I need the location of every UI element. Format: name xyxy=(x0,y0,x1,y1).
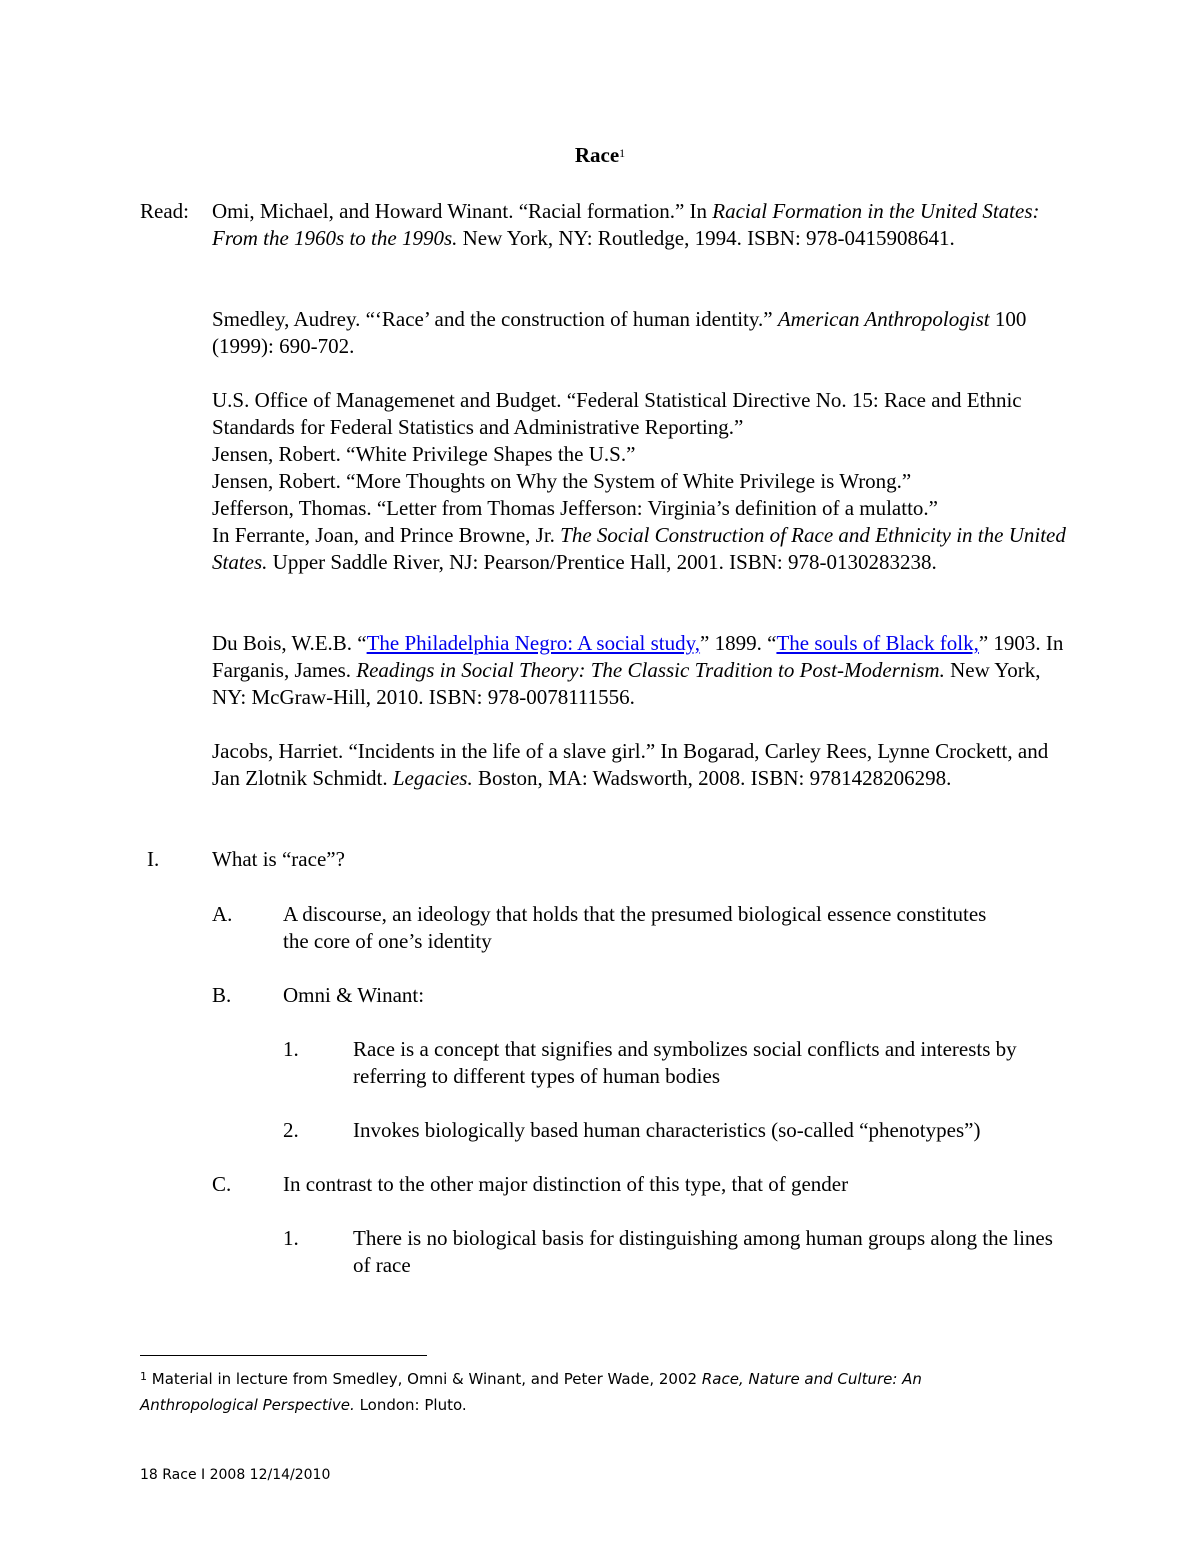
ref-text: Du Bois, W.E.B. “ xyxy=(212,631,367,655)
outline-label-c1: 1. xyxy=(283,1226,299,1250)
ref-text: ” 1899. “ xyxy=(700,631,777,655)
ref-title: Racial Formation in the United States: From the 1960s to the 1990s. xyxy=(212,199,1040,250)
reference-jacobs xyxy=(212,738,1072,792)
ref-text: Boston, MA: Wadsworth, 2008. ISBN: 9781428206298. xyxy=(472,766,952,790)
reference-smedley xyxy=(212,306,1072,360)
link-souls-of-black-folk[interactable]: The souls of Black folk, xyxy=(776,631,979,655)
outline-text-a: A discourse, an ideology that holds that the presumed biological essence constitutes the core of one’s identity xyxy=(283,902,987,953)
reference-dubois xyxy=(212,630,1072,711)
outline-label-c: C. xyxy=(212,1172,232,1196)
outline-label-i: I. xyxy=(147,847,160,871)
footnote-text: Material in lecture from Smedley, Omni & Winant, and Peter Wade, 2002 xyxy=(147,1370,702,1388)
reference-jensen-1: Jensen, Robert. “White Privilege Shapes the U.S.” xyxy=(212,442,636,466)
reference-omb: U.S. Office of Managemenet and Budget. “Federal Statistical Directive No. 15: Race and Ethnic Standards for Federal Statistics and Administrative Reporting.” xyxy=(212,388,1022,439)
outline-label-b2: 2. xyxy=(283,1118,299,1142)
reference-omb-group xyxy=(212,387,1072,576)
ref-text: Smedley, Audrey. “‘Race’ and the construction of human identity.” xyxy=(212,307,778,331)
ref-text: 100 (1999): 690-702. xyxy=(212,307,1027,358)
ref-text: ” 1903. In Farganis, James. xyxy=(212,631,1064,682)
outline-label-a: A. xyxy=(212,902,233,926)
footnote xyxy=(140,1366,1040,1418)
outline-text-c1: There is no biological basis for distinguishing among human groups along the lines of race xyxy=(353,1226,1053,1277)
ref-title: American Anthropologist xyxy=(777,307,990,331)
outline-text-c: In contrast to the other major distinction of this type, that of gender xyxy=(283,1172,849,1196)
reference-jensen-2: Jensen, Robert. “More Thoughts on Why the System of White Privilege is Wrong.” xyxy=(212,469,912,493)
ref-text: Upper Saddle River, NJ: Pearson/Prentice Hall, 2001. ISBN: 978-0130283238. xyxy=(267,550,937,574)
ref-text: New York, NY: Routledge, 1994. ISBN: 978-0415908641. xyxy=(457,226,955,250)
ref-title: Readings in Social Theory: The Classic Tradition to Post-Modernism. xyxy=(356,658,945,682)
outline-text-i: What is “race”? xyxy=(212,847,345,871)
outline-text-b1: Race is a concept that signifies and symbolizes social conflicts and interests by referring to different types of human bodies xyxy=(353,1037,1017,1088)
reference-jefferson: Jefferson, Thomas. “Letter from Thomas Jefferson: Virginia’s definition of a mulatto.” xyxy=(212,496,938,520)
reference-ferrante xyxy=(212,522,1072,576)
footnote-text: London: Pluto. xyxy=(354,1396,467,1414)
page-title xyxy=(0,142,1200,168)
outline-label-b1: 1. xyxy=(283,1037,299,1061)
footnote-divider xyxy=(140,1355,427,1356)
reference-omi xyxy=(212,198,1072,252)
title-text: Race xyxy=(574,143,620,167)
read-label: Read: xyxy=(140,199,189,223)
outline-label-b: B. xyxy=(212,983,232,1007)
ref-text: New York, NY: McGraw-Hill, 2010. ISBN: 978-0078111556. xyxy=(212,658,1041,709)
footnote-title: Race, Nature and Culture: An Anthropological Perspective. xyxy=(140,1370,922,1414)
page-footer: 18 Race I 2008 12/14/2010 xyxy=(140,1467,331,1483)
title-footnote-mark[interactable]: 1 xyxy=(619,146,626,160)
outline-text-b: Omni & Winant: xyxy=(283,983,425,1007)
link-philadelphia-negro[interactable]: The Philadelphia Negro: A social study, xyxy=(366,631,701,655)
ref-title: The Social Construction of Race and Ethnicity in the United States. xyxy=(212,523,1066,574)
ref-text: Jacobs, Harriet. “Incidents in the life of a slave girl.” In Bogarad, Carley Rees, Lynne Crockett, and Jan Zlotnik Schmidt. xyxy=(212,739,1049,790)
ref-title: Legacies. xyxy=(392,766,473,790)
ref-text: In Ferrante, Joan, and Prince Browne, Jr. xyxy=(212,523,561,547)
footnote-mark: 1 xyxy=(140,1370,147,1383)
outline-text-b2: Invokes biologically based human characteristics (so-called “phenotypes”) xyxy=(353,1118,981,1142)
ref-text: Omi, Michael, and Howard Winant. “Racial formation.” In xyxy=(212,199,713,223)
